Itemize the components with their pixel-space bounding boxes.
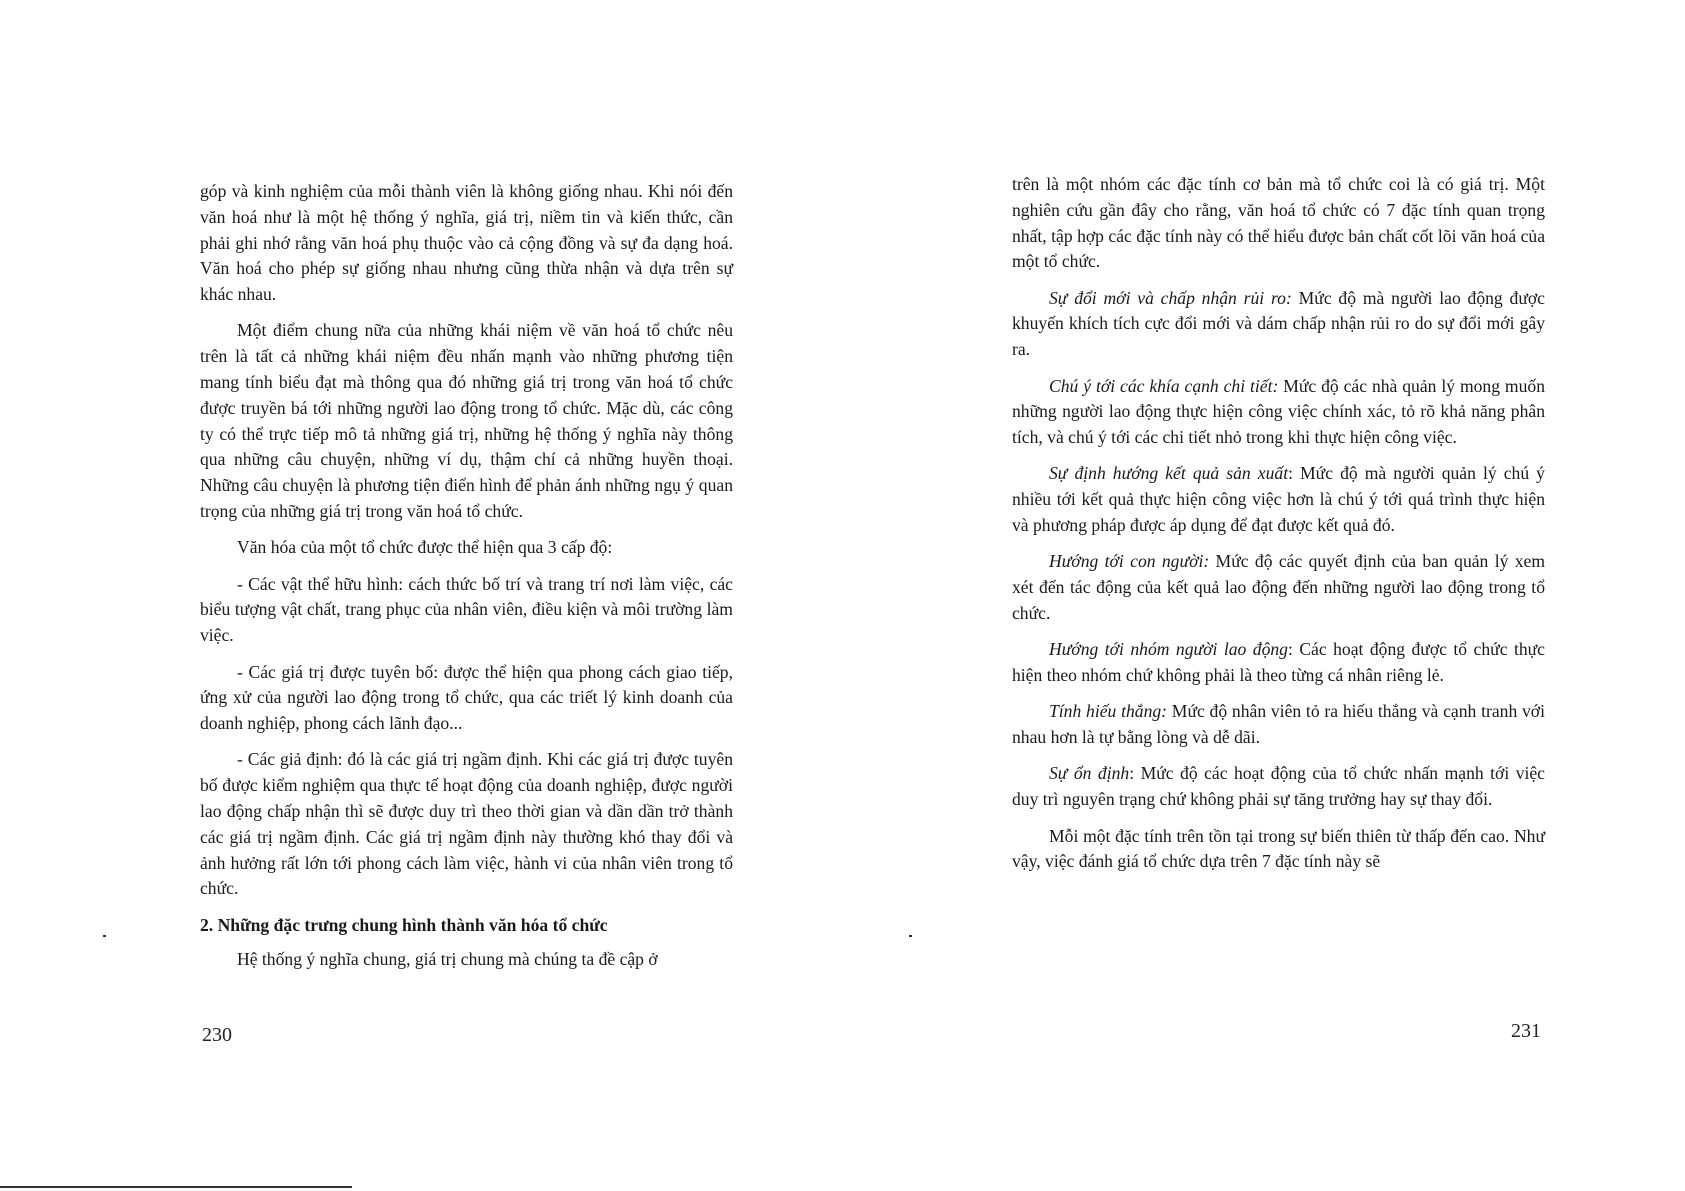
trait-description: Mức độ các nhà quản lý mong muốn những người lao động thực hiện công việc chính xác, tỏ rõ khả năng phân tích, và chú ý tới các chi tiết nhỏ trong khi thực hiện công việc.	[1012, 375, 1545, 448]
trait-term: Sự đổi mới và chấp nhận rủi ro:	[1049, 287, 1292, 308]
scan-edge-line	[0, 1186, 352, 1188]
trait-description: : Mức độ mà người quản lý chú ý nhiều tới kết quả thực hiện công việc hơn là chú ý tới quá trình thực hiện và phương pháp được áp dụng để đạt được kết quả đó.	[1012, 463, 1545, 536]
right-page	[842, 0, 1685, 1191]
trait-description: : Các hoạt động được tổ chức thực hiện theo nhóm chứ không phải là theo từng cá nhân riêng lẻ.	[1012, 639, 1545, 686]
trait-description: : Mức độ các hoạt động của tổ chức nhấn mạnh tới việc duy trì nguyên trạng chứ không phải sự tăng trưởng hay sự thay đổi.	[1012, 763, 1545, 810]
list-item: - Các giá trị được tuyên bố: được thể hiện qua phong cách giao tiếp, ứng xử của người lao động trong tổ chức, qua các triết lý kinh doanh của doanh nghiệp, phong cách lãnh đạo...	[200, 661, 733, 734]
paragraph: góp và kinh nghiệm của mỗi thành viên là không giống nhau. Khi nói đến văn hoá như là một hệ thống ý nghĩa, giá trị, niềm tin và kiến thức, cần phải ghi nhớ rằng văn hoá phụ thuộc vào cả cộng đồng và sự đa dạng hoá. Văn hoá cho phép sự giống nhau nhưng cũng thừa nhận và dựa trên sự khác nhau.	[200, 181, 733, 305]
right-page-text	[1012, 172, 1545, 875]
section-heading: 2. Những đặc trưng chung hình thành văn hóa tổ chức	[200, 914, 608, 935]
list-item: - Các vật thể hữu hình: cách thức bố trí và trang trí nơi làm việc, các biểu tượng vật chất, trang phục của nhân viên, điều kiện và môi trường làm việc.	[200, 573, 733, 646]
trait-paragraph	[1012, 637, 1545, 689]
scan-speck	[103, 935, 106, 937]
trait-term: Chú ý tới các khía cạnh chi tiết:	[1049, 375, 1279, 396]
trait-term: Sự ổn định	[1049, 763, 1130, 784]
trait-term: Tính hiếu thắng:	[1049, 701, 1168, 722]
trait-description: Mức độ nhân viên tỏ ra hiếu thắng và cạnh tranh với nhau hơn là tự bằng lòng và dễ dãi.	[1012, 701, 1545, 748]
trait-paragraph	[1012, 699, 1545, 751]
trait-description: Mức độ các quyết định của ban quản lý xem xét đến tác động của kết quả lao động đến những người lao động trong tổ chức.	[1012, 551, 1546, 623]
left-page	[0, 0, 842, 1191]
page-number: 230	[202, 1024, 232, 1046]
paragraph: Hệ thống ý nghĩa chung, giá trị chung mà chúng ta đề cập ở	[237, 948, 658, 969]
scan-speck	[909, 935, 912, 937]
trait-description: Mức độ mà người lao động được khuyến khích tích cực đổi mới và dám chấp nhận rủi ro do sự đổi mới gây ra.	[1012, 287, 1545, 360]
trait-paragraph	[1012, 374, 1545, 451]
page-number: 231	[1511, 1020, 1541, 1042]
left-page-text	[200, 179, 733, 972]
paragraph: Mỗi một đặc tính trên tồn tại trong sự biến thiên từ thấp đến cao. Như vậy, việc đánh giá tổ chức dựa trên 7 đặc tính này sẽ	[1012, 825, 1545, 872]
paragraph: trên là một nhóm các đặc tính cơ bản mà tổ chức coi là có giá trị. Một nghiên cứu gần đây cho rằng, văn hoá tổ chức có 7 đặc tính quan trọng nhất, tập hợp các đặc tính này có thể hiểu được bản chất cốt lõi văn hoá của một tổ chức.	[1012, 174, 1545, 272]
trait-term: Sự định hướng kết quả sản xuất	[1049, 463, 1289, 484]
trait-term: Hướng tới nhóm người lao động	[1049, 639, 1288, 660]
trait-term: Hướng tới con người:	[1049, 551, 1210, 572]
trait-paragraph	[1012, 286, 1545, 363]
trait-paragraph	[1012, 761, 1545, 813]
list-item: - Các giả định: đó là các giá trị ngầm định. Khi các giá trị được tuyên bố được kiểm nghiệm qua thực tế hoạt động của doanh nghiệp, được người lao động chấp nhận thì sẽ được duy trì theo thời gian và dần dần trở thành các giá trị ngầm định. Các giá trị ngầm định này thường khó thay đổi và ảnh hưởng rất lớn tới phong cách làm việc, hành vi của nhân viên trong tổ chức.	[200, 749, 733, 899]
paragraph: Một điểm chung nữa của những khái niệm về văn hoá tổ chức nêu trên là tất cả những khái niệm đều nhấn mạnh vào những phương tiện mang tính biểu đạt mà thông qua đó những giá trị trong văn hoá tổ chức được truyền bá tới những người lao động trong tổ chức. Mặc dù, các công ty có thể trực tiếp mô tả những giá trị, những hệ thống ý nghĩa này thông qua những câu chuyện, những ví dụ, thậm chí cả những huyền thoại. Những câu chuyện là phương tiện điển hình để phản ánh những ngụ ý quan trọng của những giá trị trong văn hoá tổ chức.	[200, 320, 733, 522]
trait-paragraph	[1012, 549, 1545, 626]
trait-paragraph	[1012, 461, 1545, 538]
paragraph: Văn hóa của một tổ chức được thể hiện qua 3 cấp độ:	[237, 537, 613, 558]
